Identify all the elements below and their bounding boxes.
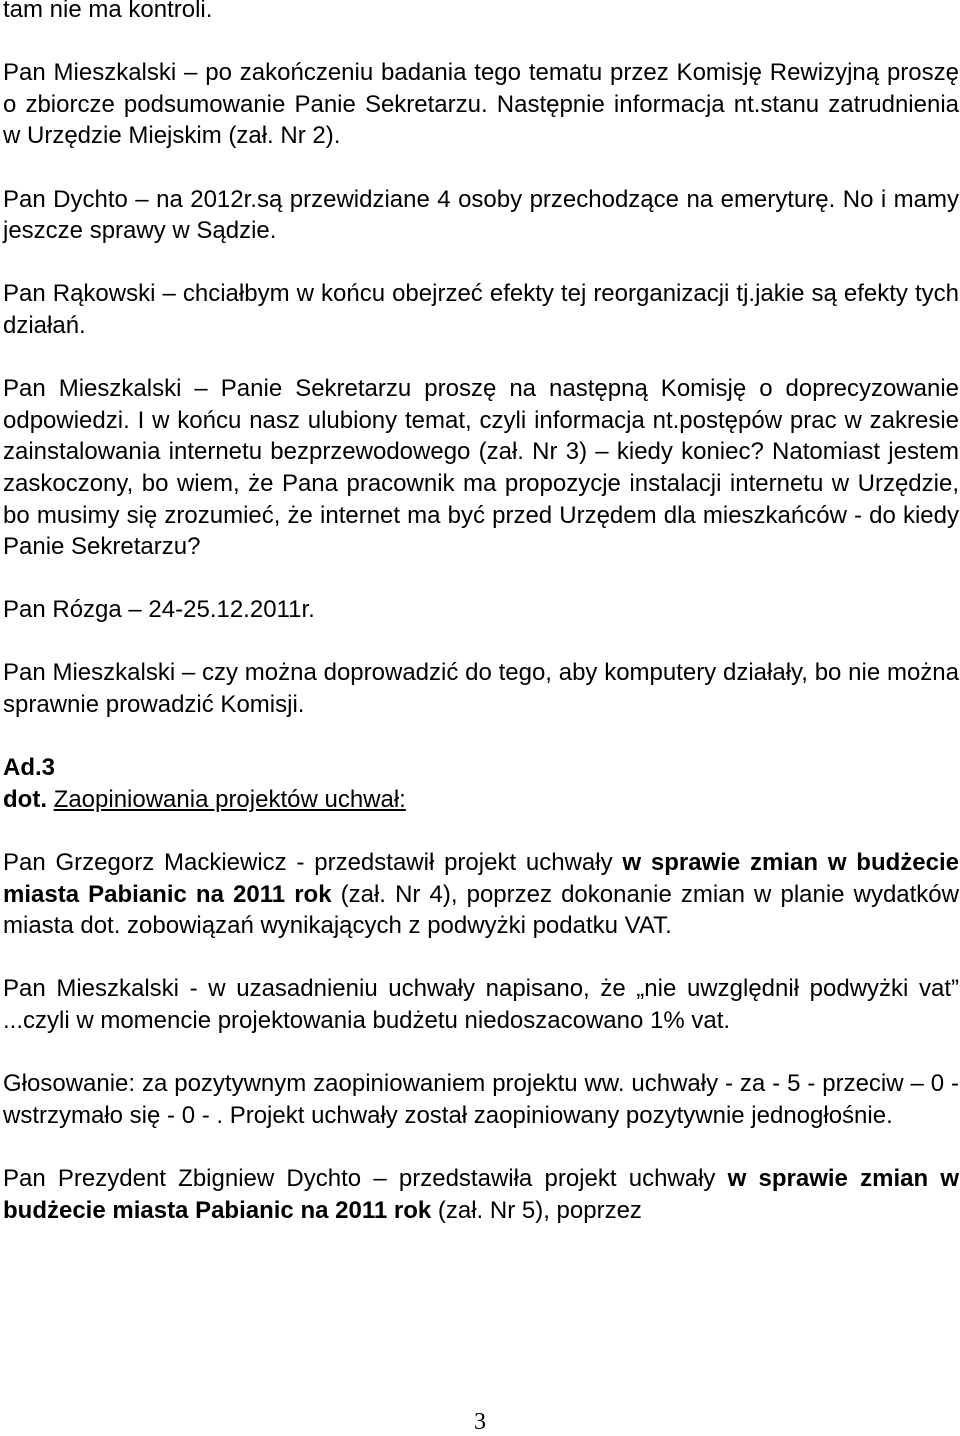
paragraph-8-part-c: (zał. Nr 4), poprzez dokonanie zmian w planie wydatków miasta dot. zobowiązań wynikających z podwyżki podatku VAT. bbox=[3, 880, 959, 940]
page-number: 3 bbox=[474, 1409, 486, 1435]
agenda-item-prefix: dot. bbox=[3, 785, 54, 813]
paragraph-11-part-c: (zał. Nr 5), poprzez bbox=[431, 1196, 642, 1224]
paragraph-8 bbox=[3, 847, 959, 942]
paragraph-6: Pan Mieszkalski – czy można doprowadzić do tego, aby komputery działały, bo nie można sprawnie prowadzić Komisji. bbox=[3, 659, 959, 719]
agenda-item-title: Zaopiniowania projektów uchwał: bbox=[53, 785, 406, 813]
paragraph-2: Pan Dychto – na 2012r.są przewidziane 4 osoby przechodzące na emeryturę. No i mamy jeszcze sprawy w Sądzie. bbox=[3, 185, 959, 245]
paragraph-11 bbox=[3, 1163, 959, 1226]
paragraph-10: Głosowanie: za pozytywnym zaopiniowaniem projektu ww. uchwały - za - 5 - przeciw – 0 - wstrzymało się - 0 - . Projekt uchwały został zaopiniowany pozytywnie jednogłośnie. bbox=[3, 1070, 959, 1129]
paragraph-4: Pan Mieszkalski – Panie Sekretarzu proszę na następną Komisję o doprecyzowanie odpowiedzi. I w końcu nasz ulubiony temat, czyli informacja nt.postępów prac w zakresie zainstalowania internetu bezprzewodowego (zał. Nr 3) – kiedy koniec? Natomiast jestem zaskoczony, bo wiem, że Pana pracownik ma propozycje instalacji internetu w Urzędzie, bo musimy się zrozumieć, że internet ma być przed Urzędem dla mieszkańców - do kiedy Panie Sekretarzu? bbox=[3, 375, 959, 561]
document-page bbox=[3, 0, 959, 1258]
paragraph-0: tam nie ma kontroli. bbox=[3, 0, 213, 23]
paragraph-8-part-a: Pan Grzegorz Mackiewicz - przedstawił projekt uchwały bbox=[3, 849, 623, 877]
agenda-item-number: Ad.3 bbox=[3, 754, 56, 782]
paragraph-9: Pan Mieszkalski - w uzasadnieniu uchwały napisano, że „nie uwzględnił podwyżki vat” ...czyli w momencie projektowania budżetu niedoszacowano 1% vat. bbox=[3, 975, 959, 1034]
paragraph-3: Pan Rąkowski – chciałbym w końcu obejrzeć efekty tej reorganizacji tj.jakie są efekty tych działań. bbox=[3, 280, 959, 339]
paragraph-11-part-a: Pan Prezydent Zbigniew Dychto – przedstawiła projekt uchwały bbox=[3, 1164, 728, 1192]
paragraph-1: Pan Mieszkalski – po zakończeniu badania tego tematu przez Komisję Rewizyjną proszę o zbiorcze podsumowanie Panie Sekretarzu. Następnie informacja nt.stanu zatrudnienia w Urzędzie Miejskim (zał. Nr 2). bbox=[3, 59, 959, 150]
paragraph-8-resolution-title: w sprawie zmian w budżecie miasta Pabianic na 2011 rok bbox=[3, 849, 959, 908]
paragraph-5: Pan Rózga – 24-25.12.2011r. bbox=[3, 596, 315, 624]
agenda-item-heading bbox=[3, 784, 959, 816]
paragraph-11-resolution-title: w sprawie zmian w budżecie miasta Pabianic na 2011 rok bbox=[3, 1164, 959, 1224]
